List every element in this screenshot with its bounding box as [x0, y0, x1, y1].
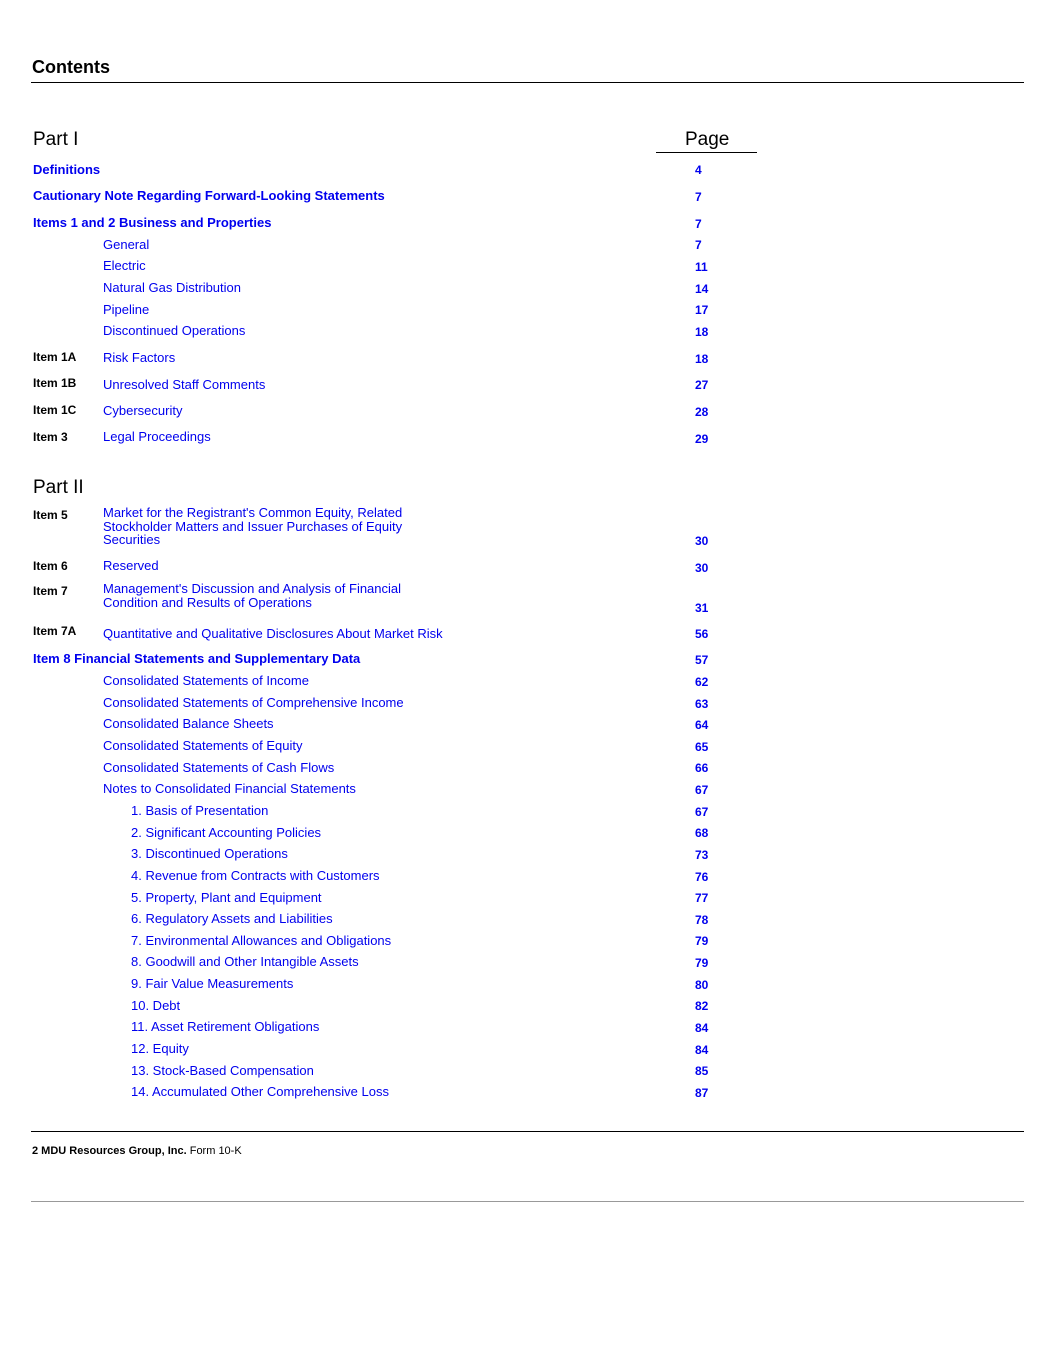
- toc-page-statements-of-income[interactable]: 62: [695, 675, 709, 689]
- toc-page-note-8[interactable]: 79: [695, 956, 709, 970]
- part-1-heading: Part I: [33, 129, 79, 150]
- toc-link-statements-of-income[interactable]: Consolidated Statements of Income: [103, 673, 309, 688]
- toc-link-note-7[interactable]: 7. Environmental Allowances and Obligations: [131, 933, 392, 948]
- toc-page-natural-gas-distribution[interactable]: 14: [695, 282, 709, 296]
- toc-link-note-1[interactable]: 1. Basis of Presentation: [131, 803, 269, 818]
- toc-page-note-3[interactable]: 73: [695, 848, 709, 862]
- item-label-1c: Item 1C: [33, 403, 77, 417]
- item-label-1a: Item 1A: [33, 350, 77, 364]
- part-2-heading: Part II: [33, 477, 84, 498]
- toc-page-electric[interactable]: 11: [695, 260, 708, 274]
- toc-page-note-9[interactable]: 80: [695, 978, 709, 992]
- toc-link-natural-gas-distribution[interactable]: Natural Gas Distribution: [103, 280, 241, 295]
- toc-link-balance-sheets[interactable]: Consolidated Balance Sheets: [103, 716, 274, 731]
- toc-page-pipeline[interactable]: 17: [695, 303, 709, 317]
- toc-link-cautionary-note[interactable]: Cautionary Note Regarding Forward-Looking Statements: [33, 188, 385, 203]
- toc-page-note-5[interactable]: 77: [695, 891, 709, 905]
- toc-page-note-7[interactable]: 79: [695, 934, 709, 948]
- title-divider: [31, 82, 1024, 83]
- item-label-1b: Item 1B: [33, 376, 77, 390]
- toc-link-note-8[interactable]: 8. Goodwill and Other Intangible Assets: [131, 954, 359, 969]
- footer-page-company: 2 MDU Resources Group, Inc.: [32, 1145, 187, 1157]
- toc-link-general[interactable]: General: [103, 237, 150, 252]
- toc-page-item-8[interactable]: 57: [695, 653, 709, 667]
- toc-link-mdna[interactable]: Management's Discussion and Analysis of Financial Condition and Results of Operations: [103, 581, 402, 610]
- footer-divider: [31, 1131, 1024, 1132]
- page-bottom-rule: [31, 1201, 1024, 1202]
- toc-page-note-13[interactable]: 85: [695, 1064, 709, 1078]
- toc-page-reserved[interactable]: 30: [695, 561, 709, 575]
- toc-link-note-13[interactable]: 13. Stock-Based Compensation: [131, 1063, 314, 1078]
- toc-link-cybersecurity[interactable]: Cybersecurity: [103, 403, 183, 418]
- toc-link-note-4[interactable]: 4. Revenue from Contracts with Customers: [131, 868, 380, 883]
- toc-page-items-1-2[interactable]: 7: [695, 217, 702, 231]
- toc-page-discontinued-operations[interactable]: 18: [695, 325, 709, 339]
- toc-page-cybersecurity[interactable]: 28: [695, 405, 709, 419]
- toc-link-market-common-equity[interactable]: Market for the Registrant's Common Equity, Related Stockholder Matters and Issuer Purchases of Equity Securities: [103, 505, 403, 547]
- toc-link-note-2[interactable]: 2. Significant Accounting Policies: [131, 825, 322, 840]
- toc-page-balance-sheets[interactable]: 64: [695, 718, 709, 732]
- toc-link-note-12[interactable]: 12. Equity: [131, 1041, 189, 1056]
- toc-page-market-risk[interactable]: 56: [695, 627, 709, 641]
- footer-form: Form 10-K: [189, 1145, 242, 1157]
- toc-page-risk-factors[interactable]: 18: [695, 352, 709, 366]
- toc-page-general[interactable]: 7: [695, 238, 702, 252]
- toc-link-electric[interactable]: Electric: [103, 258, 146, 273]
- item-label-5: Item 5: [33, 508, 68, 522]
- toc-link-note-3[interactable]: 3. Discontinued Operations: [131, 846, 288, 861]
- toc-link-discontinued-operations[interactable]: Discontinued Operations: [103, 323, 246, 338]
- toc-link-notes[interactable]: Notes to Consolidated Financial Statements: [103, 781, 356, 796]
- toc-page-notes[interactable]: 67: [695, 783, 709, 797]
- toc-page-unresolved-staff-comments[interactable]: 27: [695, 378, 709, 392]
- toc-link-reserved[interactable]: Reserved: [103, 558, 159, 573]
- toc-page-legal-proceedings[interactable]: 29: [695, 432, 709, 446]
- page-footer: [32, 1145, 242, 1157]
- item-label-7a: Item 7A: [33, 624, 77, 638]
- toc-page-note-14[interactable]: 87: [695, 1086, 709, 1100]
- toc-link-note-11[interactable]: 11. Asset Retirement Obligations: [131, 1019, 320, 1034]
- page-column-header: Page: [685, 129, 730, 150]
- toc-page-cash-flows[interactable]: 66: [695, 761, 709, 775]
- toc-page-cautionary-note[interactable]: 7: [695, 190, 702, 204]
- toc-link-note-10[interactable]: 10. Debt: [131, 998, 181, 1013]
- toc-page-note-12[interactable]: 84: [695, 1043, 709, 1057]
- item-label-6: Item 6: [33, 559, 68, 573]
- toc-link-market-risk[interactable]: Quantitative and Qualitative Disclosures About Market Risk: [103, 626, 443, 641]
- toc-link-note-5[interactable]: 5. Property, Plant and Equipment: [131, 890, 322, 905]
- toc-page-statements-of-equity[interactable]: 65: [695, 740, 709, 754]
- toc-page-market-common-equity[interactable]: 30: [695, 534, 709, 548]
- toc-page-note-2[interactable]: 68: [695, 826, 709, 840]
- toc-link-definitions[interactable]: Definitions: [33, 162, 101, 177]
- toc-page-definitions[interactable]: 4: [695, 163, 702, 177]
- toc-page-note-10[interactable]: 82: [695, 999, 709, 1013]
- page-header-underline: [656, 152, 757, 153]
- toc-page-note-11[interactable]: 84: [695, 1021, 709, 1035]
- item-label-3: Item 3: [33, 430, 68, 444]
- toc-page-note-6[interactable]: 78: [695, 913, 709, 927]
- toc-page-note-4[interactable]: 76: [695, 870, 709, 884]
- toc-link-items-1-2[interactable]: Items 1 and 2 Business and Properties: [33, 215, 272, 230]
- toc-link-statements-of-equity[interactable]: Consolidated Statements of Equity: [103, 738, 303, 753]
- page-title: Contents: [32, 57, 110, 77]
- toc-link-note-14[interactable]: 14. Accumulated Other Comprehensive Loss: [131, 1084, 389, 1099]
- toc-link-pipeline[interactable]: Pipeline: [103, 302, 150, 317]
- toc-page-mdna[interactable]: 31: [695, 601, 709, 615]
- item-label-7: Item 7: [33, 584, 68, 598]
- toc-link-note-6[interactable]: 6. Regulatory Assets and Liabilities: [131, 911, 333, 926]
- toc-page-comprehensive-income[interactable]: 63: [695, 697, 709, 711]
- toc-link-legal-proceedings[interactable]: Legal Proceedings: [103, 429, 211, 444]
- toc-link-item-8[interactable]: Item 8 Financial Statements and Supplementary Data: [33, 651, 361, 666]
- toc-link-risk-factors[interactable]: Risk Factors: [103, 350, 176, 365]
- toc-link-cash-flows[interactable]: Consolidated Statements of Cash Flows: [103, 760, 335, 775]
- toc-link-unresolved-staff-comments[interactable]: Unresolved Staff Comments: [103, 377, 266, 392]
- toc-link-comprehensive-income[interactable]: Consolidated Statements of Comprehensive Income: [103, 695, 404, 710]
- toc-link-note-9[interactable]: 9. Fair Value Measurements: [131, 976, 294, 991]
- toc-page-note-1[interactable]: 67: [695, 805, 709, 819]
